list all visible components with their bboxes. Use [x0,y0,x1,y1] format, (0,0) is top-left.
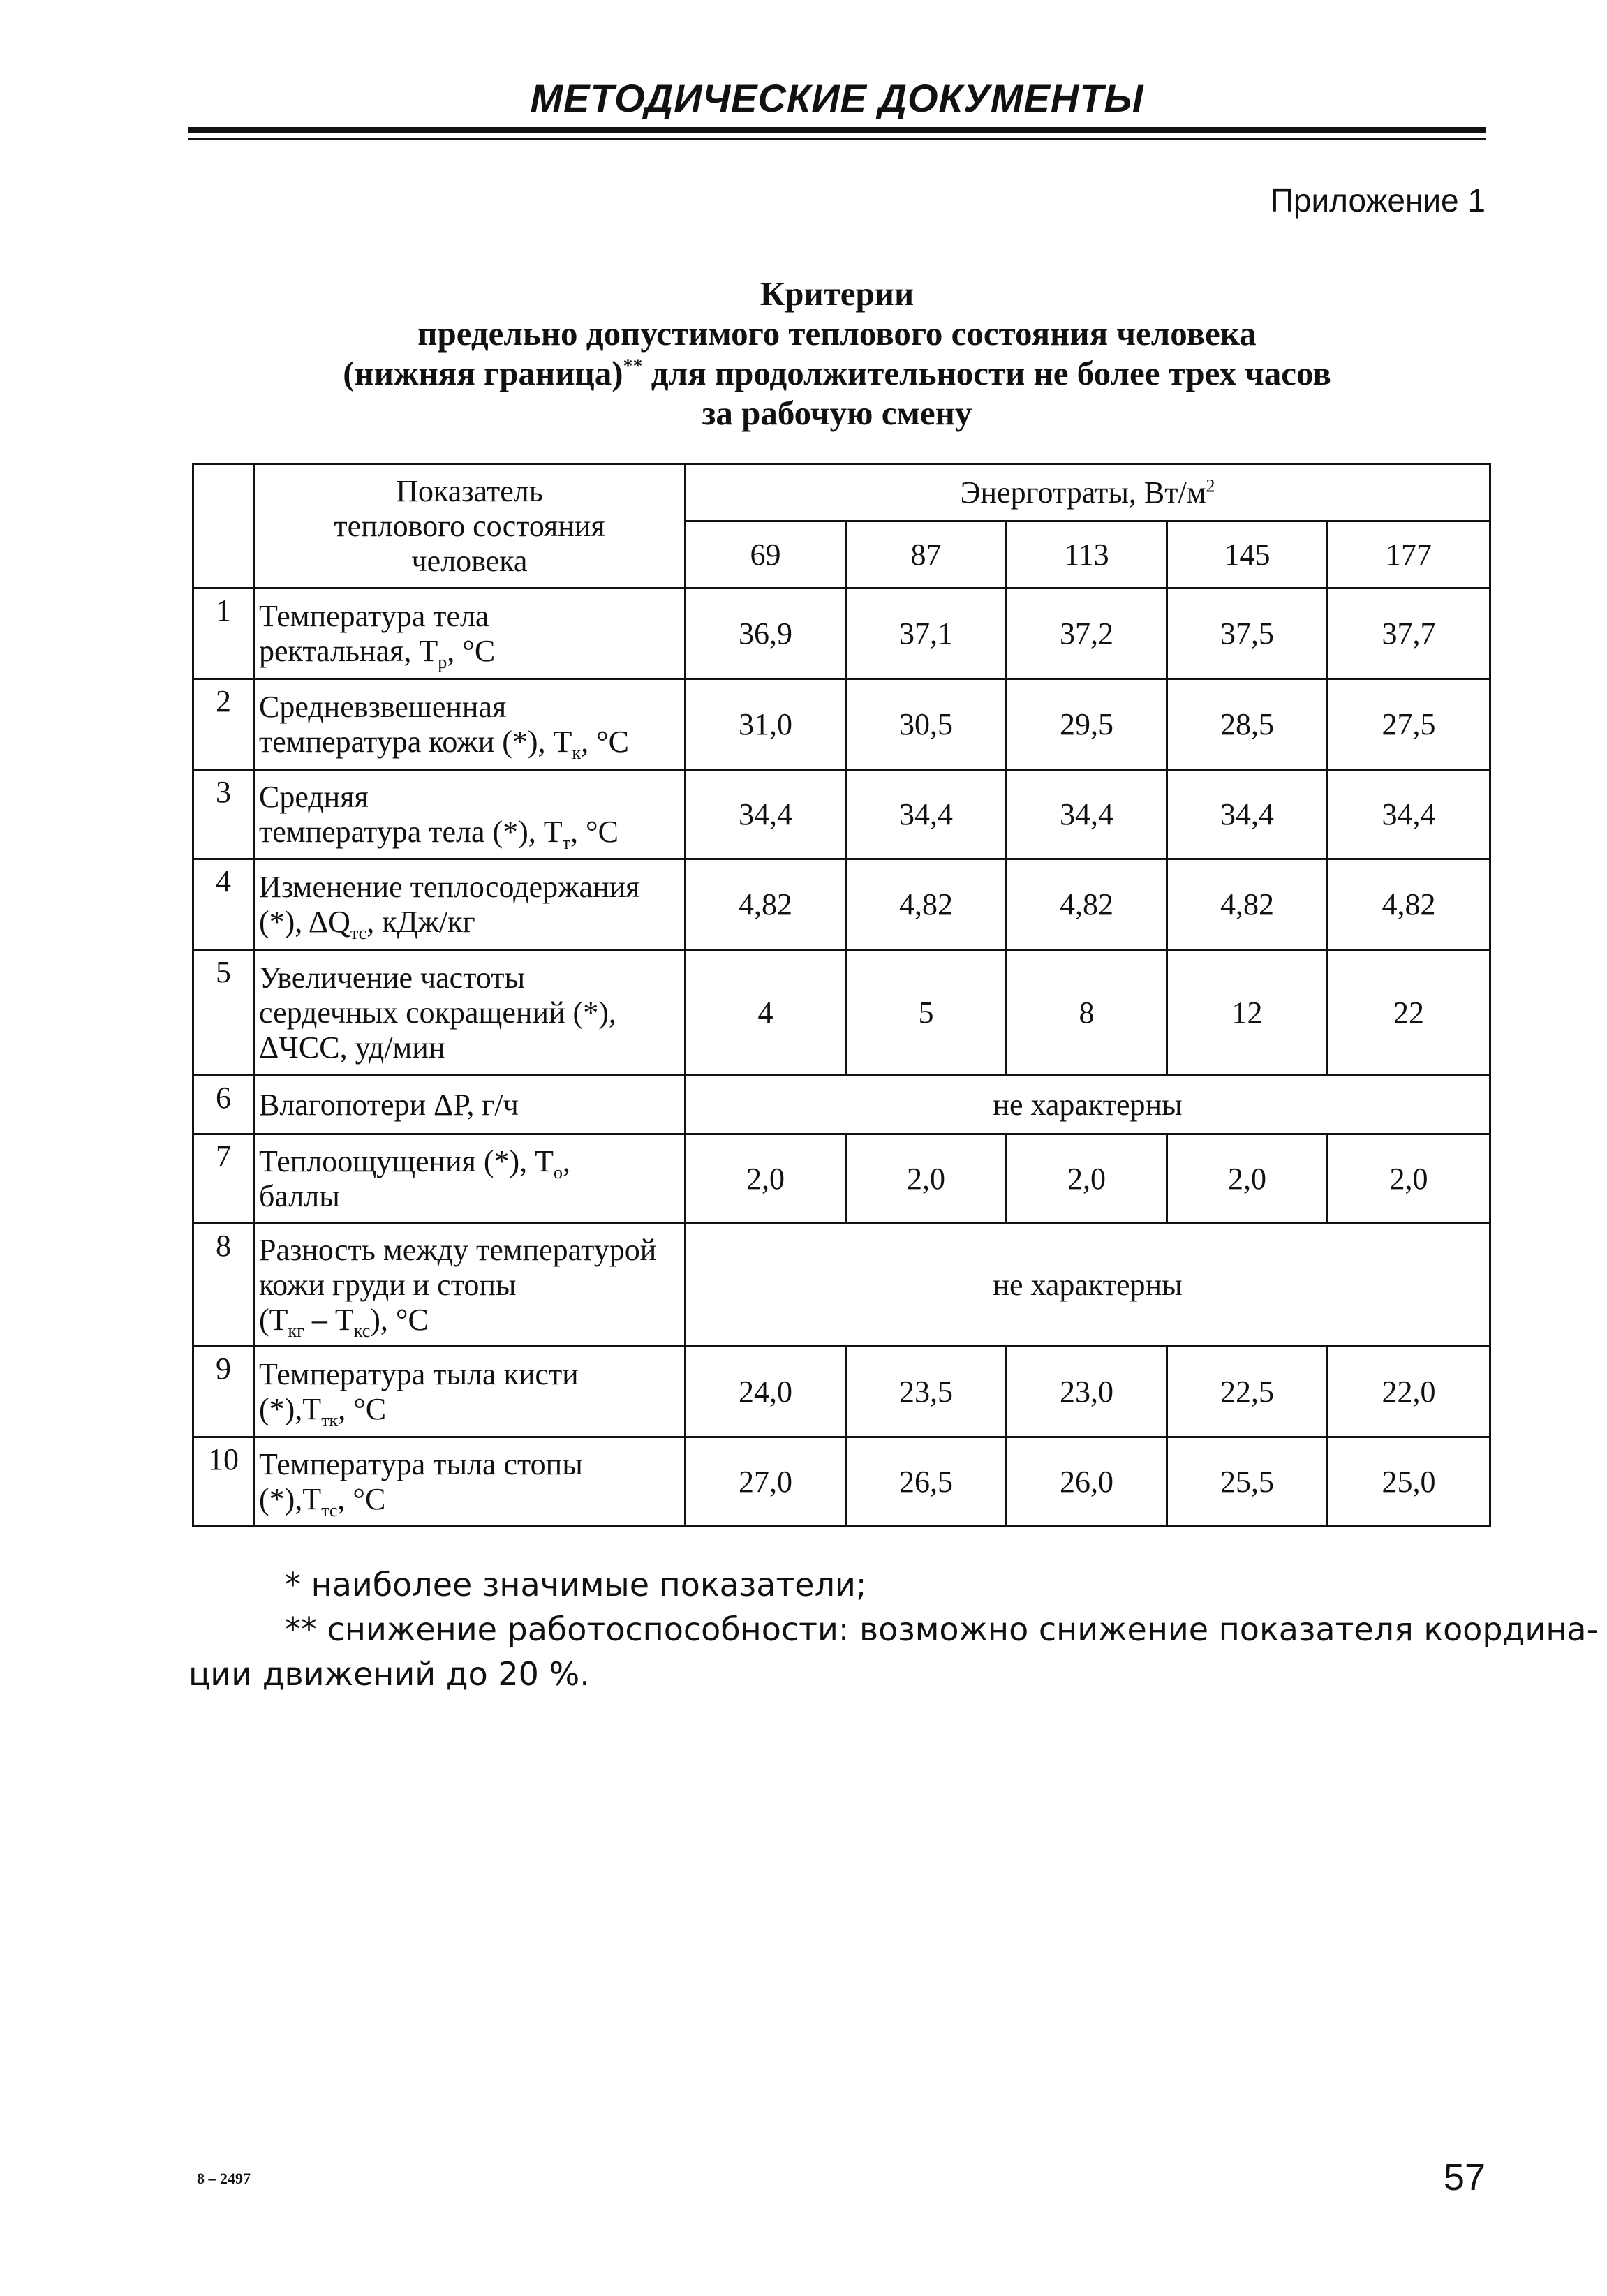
energy-value: 87 [846,521,1007,588]
running-header: МЕТОДИЧЕСКИЕ ДОКУМЕНТЫ [530,76,1144,120]
parameter-cell: Средневзвешенная температура кожи (*), $Т_к$, °С [254,679,686,770]
energy-value: 113 [1007,521,1167,588]
print-code: 8 – 2497 [197,2170,251,2187]
parameter-cell: Влагопотери ΔР, г/ч [254,1076,686,1134]
document-title [188,274,1486,433]
value-cell: 34,4 [686,770,846,859]
value-cell: 2,0 [846,1134,1007,1224]
table-row [193,859,1490,950]
value-cell: 23,0 [1007,1347,1167,1437]
title-line-3a: (нижняя граница) [343,354,623,392]
page-number: 57 [1443,2156,1486,2198]
criteria-table [192,463,1491,1527]
parameter-cell: Теплоощущения (*), $Т_о$, баллы [254,1134,686,1224]
value-cell: 22 [1328,950,1490,1076]
header-row-1 [193,464,1490,521]
value-cell: 37,1 [846,588,1007,679]
footnote-mark: ** [623,355,643,378]
table-row [193,1437,1490,1527]
parameter-cell: Разность между температурой кожи груди и стопы $(Т_{кг} - Т_{кс})$, °С [254,1224,686,1347]
value-cell: 28,5 [1167,679,1328,770]
row-number: 9 [193,1347,254,1437]
value-cell: 34,4 [1328,770,1490,859]
row-number: 6 [193,1076,254,1134]
energy-value: 69 [686,521,846,588]
table-row [193,770,1490,859]
parameter-cell: Средняя температура тела (*), $Т_т$, °С [254,770,686,859]
row-number: 8 [193,1224,254,1347]
parameter-header: Показатель теплового состояния человека [254,464,686,588]
row-number: 5 [193,950,254,1076]
value-cell: 31,0 [686,679,846,770]
value-cell: 27,0 [686,1437,846,1527]
table-row [193,950,1490,1076]
header-rule-thick [188,127,1486,133]
title-line-1: Критерии [760,274,914,313]
header-blank-cell [193,464,254,588]
title-line-3 [188,353,1486,393]
footnote-1: * наиболее значимые показатели; [285,1566,867,1604]
table-row [193,679,1490,770]
row-number: 3 [193,770,254,859]
value-cell: 37,2 [1007,588,1167,679]
table-row [193,588,1490,679]
value-cell: 25,0 [1328,1437,1490,1527]
value-cell: 2,0 [686,1134,846,1224]
value-cell: 34,4 [1167,770,1328,859]
parameter-cell: Увеличение частоты сердечных сокращений (*), ΔЧСС, уд/мин [254,950,686,1076]
value-cell: 4,82 [686,859,846,950]
value-cell: 2,0 [1007,1134,1167,1224]
value-cell: 34,4 [846,770,1007,859]
merged-value-cell: не характерны [686,1076,1490,1134]
value-cell: 4,82 [1167,859,1328,950]
value-cell: 30,5 [846,679,1007,770]
title-line-2: предельно допустимого теплового состояния человека [417,314,1257,353]
merged-value-cell: не характерны [686,1224,1490,1347]
energy-header: Энерготраты, $Вт/м^2$ [686,464,1490,521]
row-number: 10 [193,1437,254,1527]
title-line-3b: для продолжительности не более трех часов [642,354,1331,392]
row-number: 2 [193,679,254,770]
value-cell: 37,7 [1328,588,1490,679]
value-cell: 26,0 [1007,1437,1167,1527]
row-number: 4 [193,859,254,950]
value-cell: 12 [1167,950,1328,1076]
table-row [193,1347,1490,1437]
value-cell: 27,5 [1328,679,1490,770]
value-cell: 2,0 [1328,1134,1490,1224]
value-cell: 5 [846,950,1007,1076]
table-row [193,1076,1490,1134]
footnote-2-line-1: ** снижение работоспособности: возможно снижение показателя координа- [285,1610,1599,1648]
value-cell: 24,0 [686,1347,846,1437]
value-cell: 4,82 [846,859,1007,950]
value-cell: 25,5 [1167,1437,1328,1527]
parameter-cell: Температура тыла кисти $(*),Т_{тк}$, °С [254,1347,686,1437]
value-cell: 34,4 [1007,770,1167,859]
title-line-4: за рабочую смену [702,394,972,432]
footnotes [188,1562,1599,1696]
appendix-label: Приложение 1 [1270,182,1486,219]
value-cell: 2,0 [1167,1134,1328,1224]
value-cell: 22,5 [1167,1347,1328,1437]
value-cell: 36,9 [686,588,846,679]
value-cell: 26,5 [846,1437,1007,1527]
row-number: 1 [193,588,254,679]
value-cell: 37,5 [1167,588,1328,679]
value-cell: 4,82 [1328,859,1490,950]
parameter-cell: Температура тела ректальная, $Т_р$, °С [254,588,686,679]
value-cell: 8 [1007,950,1167,1076]
table-row [193,1134,1490,1224]
energy-value: 177 [1328,521,1490,588]
parameter-cell: Изменение теплосодержания (*), $\Delta Q_{тс}$, кДж/кг [254,859,686,950]
row-number: 7 [193,1134,254,1224]
energy-value: 145 [1167,521,1328,588]
parameter-cell: Температура тыла стопы $(*),Т_{тс}$, °С [254,1437,686,1527]
value-cell: 23,5 [846,1347,1007,1437]
footnote-2-line-2: ции движений до 20 %. [188,1655,590,1693]
value-cell: 4 [686,950,846,1076]
header-rule-thin [188,138,1486,140]
value-cell: 22,0 [1328,1347,1490,1437]
table-row [193,1224,1490,1347]
value-cell: 4,82 [1007,859,1167,950]
value-cell: 29,5 [1007,679,1167,770]
